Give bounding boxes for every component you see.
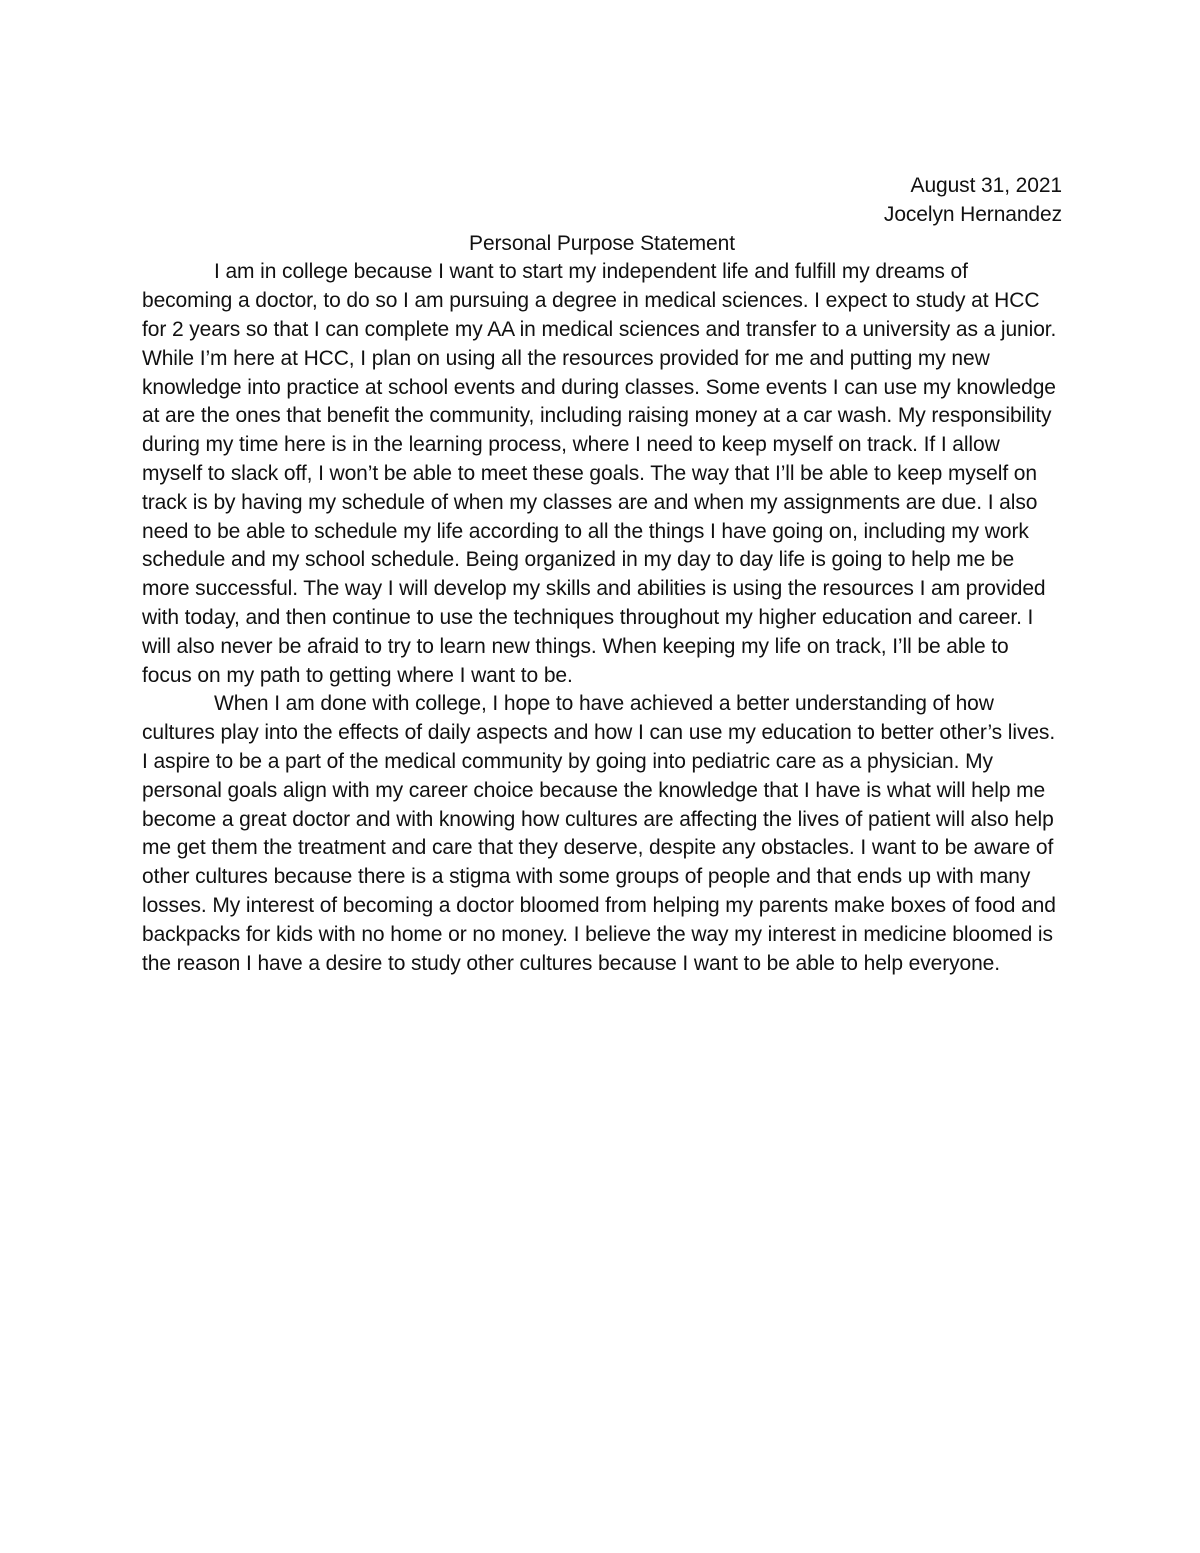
document-author: Jocelyn Hernandez <box>883 202 1062 226</box>
document-date: August 31, 2021 <box>910 174 1062 197</box>
paragraph-1: I am in college because I want to start my independent life and fulfill my dreams of becoming a doctor, to do so I am pursuing a degree in medical sciences. I expect to study at HCC for 2 years so that I can complete my AA in medical sciences and transfer to a university as a junior. While I’m here at HCC, I plan on using all the resources provided for me and putting my new knowledge into practice at school events and during classes. Some events I can use my knowledge at are the ones that benefit the community, including raising money at a car wash. My responsibility during my time here is in the learning process, where I need to keep myself on track. If I allow myself to slack off, I won’t be able to meet these goals. The way that I’ll be able to keep myself on track is by having my schedule of when my classes are and when my assignments are due. I also need to be able to schedule my life according to all the things I have going on, including my work schedule and my school schedule. Being organized in my day to day life is going to help me be more successful. The way I will develop my skills and abilities is using the resources I am provided with today, and then continue to use the techniques throughout my higher education and career. I will also never be afraid to try to learn new things. When keeping my life on track, I’ll be able to focus on my path to getting where I want to be. <box>142 260 1057 687</box>
paragraph-2: When I am done with college, I hope to have achieved a better understanding of how cultures play into the effects of daily aspects and how I can use my education to better other’s lives. I aspire to be a part of the medical community by going into pediatric care as a physician. My personal goals align with my career choice because the knowledge that I have is what will help me become a great doctor and with knowing how cultures are affecting the lives of patient will also help me get them the treatment and care that they deserve, despite any obstacles. I want to be aware of other cultures because there is a stigma with some groups of people and that ends up with many losses. My interest of becoming a doctor bloomed from helping my parents make boxes of food and backpacks for kids with no home or no money. I believe the way my interest in medicine bloomed is the reason I have a desire to study other cultures because I want to be able to help everyone. <box>142 692 1056 975</box>
document-title: Personal Purpose Statement <box>469 231 735 255</box>
document-body <box>142 172 1062 978</box>
